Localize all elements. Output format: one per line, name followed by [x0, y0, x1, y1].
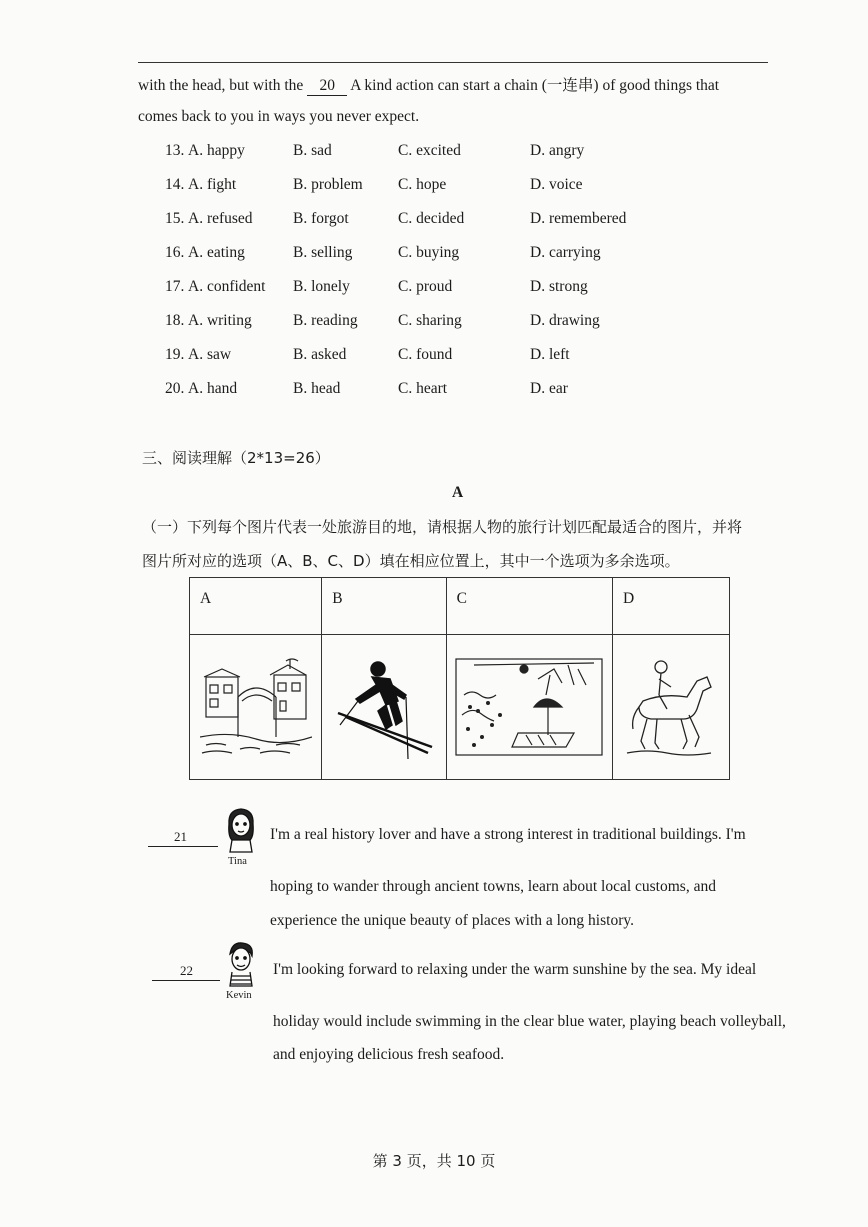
instruction-line-2: 图片所对应的选项（A、B、C、D）填在相应位置上，其中一个选项为多余选项。 [142, 552, 680, 570]
option-b[interactable]: B. forgot [293, 210, 349, 227]
option-d[interactable]: D. drawing [530, 312, 600, 329]
picture-b [322, 635, 446, 780]
picture-c [446, 635, 612, 780]
option-d[interactable]: D. left [530, 346, 570, 363]
option-c[interactable]: C. excited [398, 142, 461, 159]
option-a[interactable]: A. writing [188, 312, 252, 329]
tina-text-line-2: hoping to wander through ancient towns, learn about local customs, and [270, 878, 716, 895]
option-d[interactable]: D. strong [530, 278, 588, 295]
option-b[interactable]: B. sad [293, 142, 332, 159]
answer-blank-21[interactable] [148, 846, 218, 847]
top-rule [138, 62, 768, 63]
option-a[interactable]: A. fight [188, 176, 237, 193]
option-a[interactable]: A. confident [188, 278, 266, 295]
tina-name-label: Tina [228, 856, 247, 867]
passage-text: with the head, but with the [138, 77, 308, 94]
option-c[interactable]: C. heart [398, 380, 448, 397]
option-d[interactable]: D. angry [530, 142, 585, 159]
option-d[interactable]: D. carrying [530, 244, 601, 261]
blank-20[interactable]: 20 [307, 77, 347, 96]
option-b[interactable]: B. problem [293, 176, 363, 193]
option-a[interactable]: A. refused [188, 210, 253, 227]
kevin-text-line-3: and enjoying delicious fresh seafood. [273, 1046, 505, 1063]
header-c: C [446, 578, 612, 635]
picture-a [190, 635, 322, 780]
answer-blank-22[interactable] [152, 980, 220, 981]
question-number: 19. [165, 346, 185, 363]
option-c[interactable]: C. sharing [398, 312, 462, 329]
passage-text: A kind action can start a chain (一连串) of good things that [347, 77, 720, 94]
ancient-town-icon [200, 657, 312, 757]
picture-table [189, 577, 730, 780]
option-b[interactable]: B. lonely [293, 278, 350, 295]
option-d[interactable]: D. remembered [530, 210, 627, 227]
option-b[interactable]: B. head [293, 380, 341, 397]
section-heading: 三、阅读理解（2*13=26） [142, 449, 330, 467]
part-label: A [452, 484, 464, 501]
option-a[interactable]: A. saw [188, 346, 232, 363]
tina-text-line-3: experience the unique beauty of places with a long history. [270, 912, 634, 929]
question-number: 20. [165, 380, 185, 397]
tina-avatar-icon [224, 806, 258, 856]
passage-line-1 [138, 73, 719, 96]
option-a[interactable]: A. hand [188, 380, 238, 397]
kevin-text-line-1: I'm looking forward to relaxing under the warm sunshine by the sea. My ideal [273, 961, 757, 978]
header-d: D [613, 578, 730, 635]
question-number: 13. [165, 142, 185, 159]
question-number: 18. [165, 312, 185, 329]
option-a[interactable]: A. happy [188, 142, 245, 159]
option-d[interactable]: D. voice [530, 176, 583, 193]
option-c[interactable]: C. decided [398, 210, 465, 227]
tina-text-line-1: I'm a real history lover and have a strong interest in traditional buildings. I'm [270, 826, 746, 843]
skier-icon [332, 655, 436, 759]
kevin-avatar-icon [224, 940, 258, 990]
horse-rider-icon [623, 657, 719, 757]
instruction-line-1: （一）下列每个图片代表一处旅游目的地，请根据人物的旅行计划匹配最适合的图片，并将 [142, 518, 743, 536]
option-b[interactable]: B. asked [293, 346, 347, 363]
option-d[interactable]: D. ear [530, 380, 568, 397]
question-number: 15. [165, 210, 185, 227]
option-a[interactable]: A. eating [188, 244, 245, 261]
picture-d [613, 635, 730, 780]
option-b[interactable]: B. selling [293, 244, 353, 261]
header-b: B [322, 578, 446, 635]
option-c[interactable]: C. proud [398, 278, 453, 295]
question-number: 17. [165, 278, 185, 295]
option-c[interactable]: C. buying [398, 244, 460, 261]
question-number: 16. [165, 244, 185, 261]
answer-number-21: 21 [174, 829, 187, 844]
option-c[interactable]: C. found [398, 346, 453, 363]
beach-icon [454, 655, 604, 759]
question-number: 14. [165, 176, 185, 193]
kevin-name-label: Kevin [226, 990, 252, 1001]
page-footer: 第 3 页，共 10 页 [372, 1152, 496, 1170]
option-c[interactable]: C. hope [398, 176, 447, 193]
header-a: A [190, 578, 322, 635]
option-b[interactable]: B. reading [293, 312, 358, 329]
answer-number-22: 22 [180, 963, 193, 978]
kevin-text-line-2: holiday would include swimming in the clear blue water, playing beach volleyball, [273, 1013, 786, 1030]
passage-line-2: comes back to you in ways you never expect. [138, 108, 420, 125]
